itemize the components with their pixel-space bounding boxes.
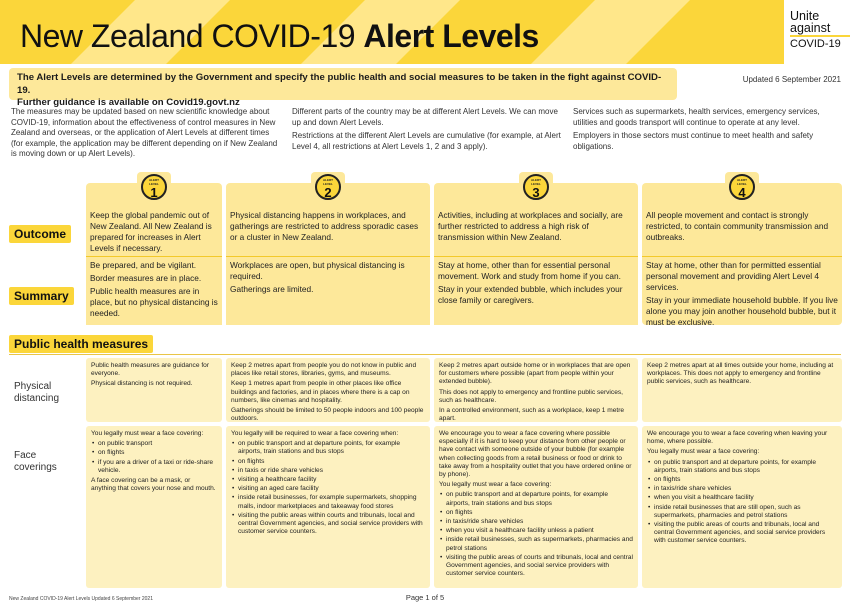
physical-level-3 — [434, 358, 638, 422]
row-divider — [642, 256, 842, 257]
physical-level-4 — [642, 358, 842, 422]
measure-text: Keep 1 metres apart from people in other places like office buildings and factories, and in places where there is a cap on numbers, like cinemas and hospitality. — [231, 380, 410, 404]
measure-bullet: • on public transport and at departure points, for example airports, train stations and bus stops — [647, 459, 837, 475]
measure-bullet: • when you visit a healthcare facility unless a patient — [439, 527, 633, 535]
measure-bullet: • visiting the public areas within courts and tribunals, local and central Government agencies, and social service providers with customer service counters. — [231, 512, 425, 537]
intro-prefix: Further guidance is available on — [17, 97, 167, 108]
badge-level-text: LEVEL — [323, 182, 333, 186]
updated-date: Updated 6 September 2021 — [742, 75, 841, 84]
measure-text: Keep 2 metres apart outside home or in workplaces that are open for customers where possible (apart from people within your extended bubble). — [439, 362, 631, 386]
alert-level-2-column — [226, 178, 430, 325]
row-divider — [226, 256, 430, 257]
summary-text: Border measures are in place. — [90, 273, 202, 283]
label-line: distancing — [14, 393, 60, 404]
column-text: The measures may be updated based on new scientific knowledge about COVID-19, information about the effectiveness of control measures in New Zealand and overseas, or the application of Alert Levels at different times (for example, the application may be different depending on if New Zealand is moving down or up Alert Levels). — [11, 107, 278, 158]
measure-bullet: • on flights — [91, 449, 217, 457]
measure-bullet: • in taxis/ride share vehicles — [647, 485, 837, 493]
face-coverings-label — [14, 450, 57, 474]
measure-text: We encourage you to wear a face covering where possible especially if it is hard to keep your distance from other people or have contact with someone outside of your bubble (for example when collecting goods from a retail business or food or drink to take away from a hospitality outlet that you have ordered online or by phone). — [439, 430, 632, 479]
intro-line1: The Alert Levels are determined by the Government and specify the public health and social measures to be taken in the fight against COVID-19. — [17, 72, 662, 96]
alert-level-4-column — [642, 178, 842, 327]
outcome-text: Keep the global pandemic out of New Zealand. All New Zealand is prepared for increases in Alert Levels if necessary. — [90, 210, 212, 253]
measure-text: You legally must wear a face covering: — [647, 448, 760, 456]
alert-level-badge — [729, 174, 755, 200]
intro-column-1 — [11, 107, 281, 163]
column-text: Restrictions at the different Alert Levels are cumulative (for example, at Alert Level 4, all restrictions at Alert Levels 1, 2 and 3 apply). — [292, 131, 561, 151]
measure-bullet: • on public transport — [91, 440, 217, 448]
label-line: coverings — [14, 462, 57, 473]
alert-level-1-column — [86, 178, 222, 325]
face-level-2 — [226, 426, 430, 588]
alert-level-3-column — [434, 178, 638, 325]
level-number: 1 — [150, 185, 158, 200]
level-number: 3 — [532, 185, 540, 200]
measure-text: Physical distancing is not required. — [91, 380, 193, 388]
page-title — [20, 18, 539, 55]
measure-bullet: • on flights — [231, 458, 425, 466]
badge-level-text: LEVEL — [737, 182, 747, 186]
face-level-3 — [434, 426, 638, 588]
title-bold: Alert Levels — [363, 18, 539, 54]
measure-text: A face covering can be a mask, or anything that covers your nose and mouth. — [91, 477, 216, 493]
badge-level-text: LEVEL — [149, 182, 159, 186]
label-line: Face — [14, 450, 37, 461]
measure-bullet: • on public transport and at departure points, for example airports, train stations and bus stops — [231, 440, 425, 456]
measure-bullet: • inside retail businesses, for example supermarkets, shopping malls, indoor marketplaces and takeaway food stores — [231, 494, 425, 510]
measure-bullet: • inside retail businesses that are still open, such as supermarkets, pharmacies and petrol stations — [647, 504, 837, 520]
outcome-text: Activities, including at workplaces and socially, are further restricted to address a high risk of transmission within New Zealand. — [438, 210, 623, 242]
summary-text: Stay at home, other than for essential personal movement. Work and study from home if you can. — [438, 260, 621, 281]
outcome-text: Physical distancing happens in workplaces, and gatherings are restricted to address sporadic cases or a cluster in New Zealand. — [230, 210, 419, 242]
measure-text: You legally must wear a face covering: — [439, 481, 552, 489]
row-divider — [434, 256, 638, 257]
measure-bullet: • when you visit a healthcare facility — [647, 494, 837, 502]
summary-text: Workplaces are open, but physical distancing is required. — [230, 260, 405, 281]
face-level-4 — [642, 426, 842, 588]
badge-alert-text: ALERT — [531, 178, 541, 182]
column-text: Services such as supermarkets, health services, emergency services, utilities and goods transport will continue to operate at any level. — [573, 107, 820, 127]
summary-text: Be prepared, and be vigilant. — [90, 260, 197, 270]
badge-alert-text: ALERT — [737, 178, 747, 182]
column-text: Employers in those sectors must continue to meet health and safety obligations. — [573, 131, 814, 151]
unite-logo — [784, 0, 850, 64]
intro-column-3 — [573, 107, 841, 155]
summary-label: Summary — [9, 287, 74, 305]
alert-level-badge — [141, 174, 167, 200]
alert-level-badge — [315, 174, 341, 200]
outcome-label: Outcome — [9, 225, 71, 243]
row-divider — [86, 256, 222, 257]
summary-text: Public health measures are in place, but no physical distancing is needed. — [90, 286, 218, 318]
section-rule — [9, 354, 841, 355]
public-health-heading: Public health measures — [9, 335, 153, 353]
badge-alert-text: ALERT — [323, 178, 333, 182]
summary-text: Gatherings are limited. — [230, 284, 314, 294]
physical-distancing-label — [14, 381, 59, 405]
measure-text: Keep 2 metres apart from people you do not know in public and places like retail stores, libraries, gyms, and museums. — [231, 362, 417, 378]
measure-bullet: • inside retail businesses, such as supermarkets, pharmacies and petrol stations — [439, 536, 633, 552]
measure-bullet: • visiting the public areas of courts and tribunals, local and central Government agencies, and social service providers with customer service counters. — [647, 521, 837, 546]
title-regular: New Zealand COVID-19 — [20, 18, 364, 54]
measure-bullet: • on flights — [439, 509, 633, 517]
badge-alert-text: ALERT — [149, 178, 159, 182]
measure-bullet: • visiting the public areas of courts and tribunals, local and central Government agencies, and social service providers with customer service counters. — [439, 554, 633, 579]
logo-line1: Unite — [790, 9, 820, 23]
measure-text: This does not apply to emergency and frontline public services, such as healthcare. — [439, 388, 623, 404]
measure-bullet: • if you are a driver of a taxi or ride-share vehicle. — [91, 459, 217, 475]
measure-text: Keep 2 metres apart at all times outside your home, including at workplaces. This does not apply to emergency and frontline public services, such as healthcare. — [647, 362, 834, 386]
logo-line2: against — [790, 21, 831, 35]
footer-text: New Zealand COVID-19 Alert Levels Updated 6 September 2021 — [9, 596, 153, 602]
measure-text: In a controlled environment, such as a workplace, keep 1 metre apart. — [439, 407, 625, 422]
level-number: 2 — [324, 185, 332, 200]
logo-line3: COVID-19 — [790, 35, 850, 50]
label-line: Physical — [14, 381, 52, 392]
outcome-text: All people movement and contact is strongly restricted, to contain community transmission and outbreaks. — [646, 210, 829, 242]
summary-text: Stay at home, other than for permitted essential personal movement and providing Alert Level 4 services. — [646, 260, 821, 292]
summary-text: Stay in your extended bubble, which includes your close family or caregivers. — [438, 284, 623, 305]
level-number: 4 — [738, 185, 746, 200]
measure-text: You legally must wear a face covering: — [91, 430, 204, 437]
face-level-1 — [86, 426, 222, 588]
measure-text: You legally will be required to wear a face covering when: — [231, 430, 399, 437]
header-band — [0, 0, 850, 64]
measure-text: Gatherings should be limited to 50 people indoors and 100 people outdoors. — [231, 407, 424, 422]
measure-bullet: • on flights — [647, 476, 837, 484]
measure-text: Public health measures are guidance for everyone. — [91, 362, 210, 378]
physical-level-1 — [86, 358, 222, 422]
page-number: Page 1 of 5 — [405, 593, 445, 602]
physical-level-2 — [226, 358, 430, 422]
intro-banner — [9, 68, 677, 108]
guidance-link[interactable]: Covid19.govt.nz — [166, 97, 240, 108]
measure-bullet: • visiting an aged care facility — [231, 485, 425, 493]
intro-column-2 — [292, 107, 564, 155]
column-text: Different parts of the country may be at different Alert Levels. We can move up and down Alert Levels. — [292, 107, 558, 127]
measure-text: We encourage you to wear a face covering when leaving your home, where possible. — [647, 430, 828, 446]
measure-bullet: • on public transport and at departure points, for example airports, train stations and bus stops — [439, 491, 633, 507]
badge-level-text: LEVEL — [531, 182, 541, 186]
summary-text: Stay in your immediate household bubble. If you live alone you may join another household bubble, but it must be exclusive. — [646, 295, 838, 327]
alert-level-badge — [523, 174, 549, 200]
measure-bullet: • visiting a healthcare facility — [231, 476, 425, 484]
measure-bullet: • in taxis/ride share vehicles — [439, 518, 633, 526]
measure-bullet: • in taxis or ride share vehicles — [231, 467, 425, 475]
